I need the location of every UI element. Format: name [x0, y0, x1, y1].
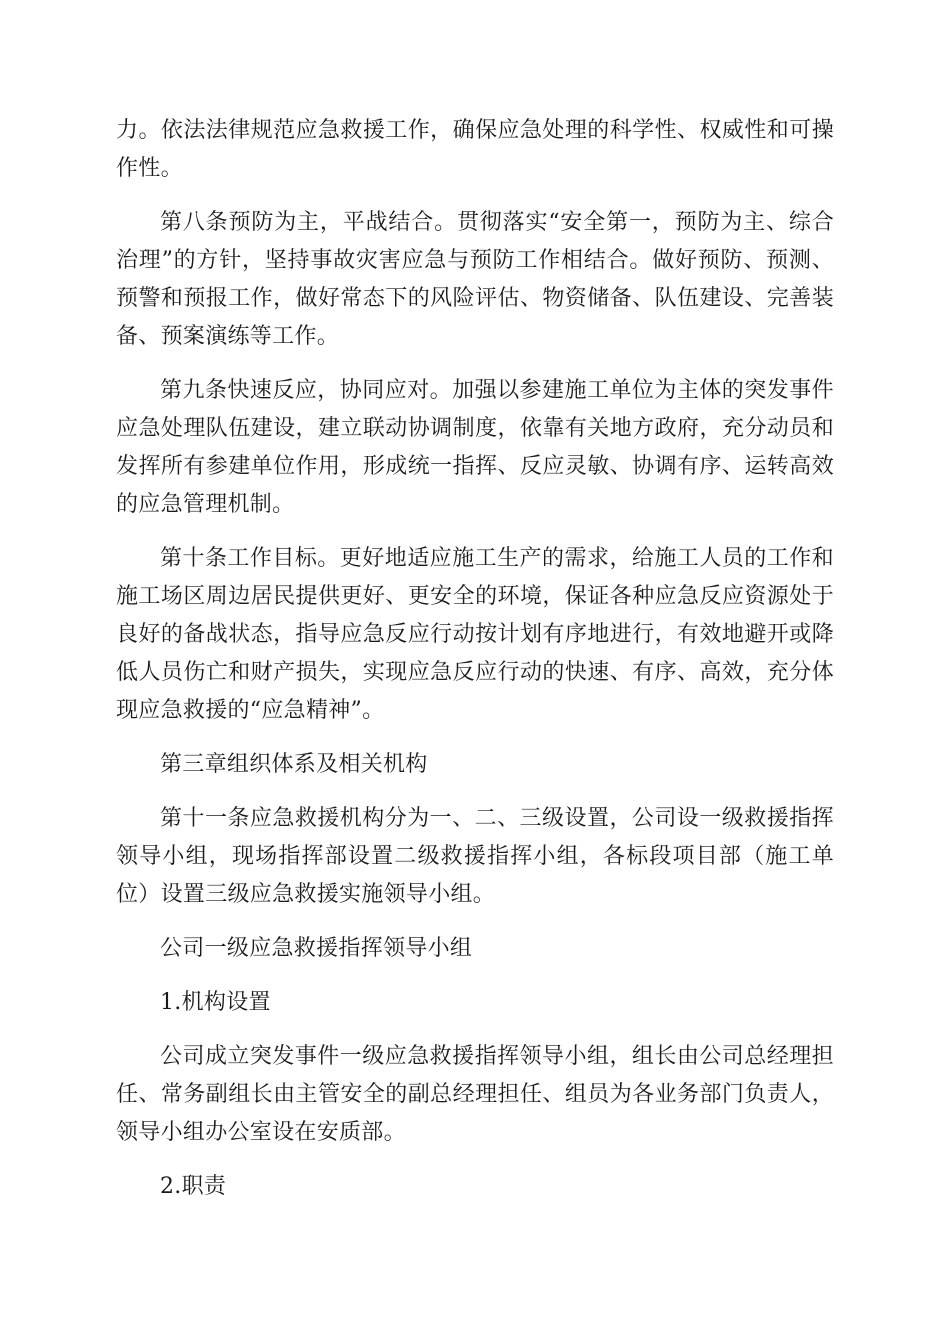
chapter-3-heading: 第三章组织体系及相关机构: [160, 752, 428, 777]
subsection-heading-setup: 1.机构设置: [160, 990, 271, 1015]
paragraph-continuation: 力。依法法律规范应急救援工作，确保应急处理的科学性、权威性和可操作性。: [116, 118, 834, 181]
paragraph-article-10: 第十条工作目标。更好地适应施工生产的需求，给施工人员的工作和施工场区周边居民提供更好、更安全的环境，保证各种应急反应资源处于良好的备战状态，指导应急反应行动按计划有序地进行，有效地避开或降低人员伤亡和财产损失，实现应急反应行动的快速、有序、高效，充分体现应急救援的“应急精神”。: [116, 546, 834, 723]
subsection-heading-duties: 2.职责: [160, 1174, 227, 1199]
document-body: [116, 112, 834, 1206]
paragraph-article-11: 第十一条应急救援机构分为一、二、三级设置，公司设一级救援指挥领导小组，现场指挥部设置二级救援指挥小组，各标段项目部（施工单位）设置三级应急救援实施领导小组。: [116, 806, 834, 907]
paragraph-setup-description: 公司成立突发事件一级应急救援指挥领导小组，组长由公司总经理担任、常务副组长由主管安全的副总经理担任、组员为各业务部门负责人，领导小组办公室设在安质部。: [116, 1044, 834, 1145]
paragraph-article-9: 第九条快速反应，协同应对。加强以参建施工单位为主体的突发事件应急处理队伍建设，建立联动协调制度，依靠有关地方政府，充分动员和发挥所有参建单位作用，形成统一指挥、反应灵敏、协调有序、运转高效的应急管理机制。: [116, 378, 834, 517]
section-heading-level-1-group: 公司一级应急救援指挥领导小组: [160, 936, 473, 961]
paragraph-article-8: 第八条预防为主，平战结合。贯彻落实“安全第一，预防为主、综合治理”的方针，坚持事故灾害应急与预防工作相结合。做好预防、预测、预警和预报工作，做好常态下的风险评估、物资储备、队伍建设、完善装备、预案演练等工作。: [116, 210, 834, 349]
